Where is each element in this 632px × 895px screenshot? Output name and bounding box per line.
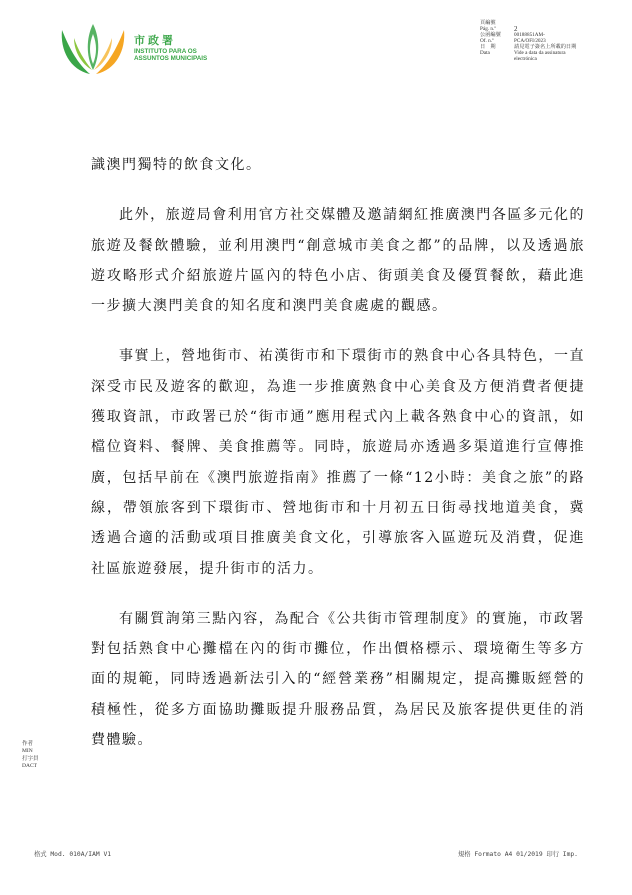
- meta-label: 日 期: [480, 44, 496, 50]
- meta-value: PCA/OFI/2023: [514, 38, 546, 44]
- meta-value: 00188851AM-: [514, 32, 545, 38]
- meta-row: [480, 56, 604, 62]
- meta-value: Vide a data da assinatura: [514, 50, 566, 56]
- footer-format: 格式 Mod. 010A/IAM V1: [34, 851, 112, 858]
- meta-label: Data: [480, 50, 490, 56]
- meta-label: Pág. n.º: [480, 26, 496, 32]
- iam-logo: [56, 20, 256, 80]
- logo-chinese-name: 市政署: [134, 35, 176, 47]
- author-label: 作者: [22, 741, 34, 747]
- logo-portuguese-line1: INSTITUTO PARA OS: [134, 48, 197, 55]
- author-code: MIN: [22, 748, 33, 755]
- typist-label: 打字員: [22, 755, 39, 762]
- letter-body: [91, 150, 585, 775]
- page-number: 2: [514, 25, 518, 33]
- paragraph: 此外，旅遊局會利用官方社交媒體及邀請網紅推廣澳門各區多元化的旅遊及餐飲體驗，並利用澳門“創意城市美食之都”的品牌，以及透過旅遊攻略形式介紹旅遊片區內的特色小店、街頭美食及優質餐飲，藉此進一步擴大澳門美食的知名度和澳門美食處處的觀感。: [91, 207, 585, 315]
- logo-portuguese-line2: ASSUNTOS MUNICIPAIS: [134, 55, 208, 62]
- meta-label: 頁編號: [480, 20, 496, 26]
- meta-value: 請見電子簽名上所載的日期: [514, 44, 577, 50]
- meta-label: 公函編號: [480, 32, 501, 38]
- lotus-emblem-icon: [56, 20, 130, 76]
- footer-spec: 規格 Formato A4 01/2019 印行 Imp.: [458, 851, 578, 858]
- paragraph: 識澳門獨特的飲食文化。: [91, 157, 262, 173]
- paragraph: 事實上，營地街市、祐漢街市和下環街市的熟食中心各具特色，一直深受市民及遊客的歡迎，為進一步推廣熟食中心美食及方便消費者便捷獲取資訊，市政署已於“街市通”應用程式內上載各熟食中心的資訊，如檔位資料、餐牌、美食推薦等。同時，旅遊局亦透過多渠道進行宣傳推廣，包括早前在《澳門旅遊指南》推薦了一條“12小時：美食之旅”的路線，帶領旅客到下環街市、營地街市和十月初五日街尋找地道美食，冀透過合適的活動或項目推廣美食文化，引導旅客入區遊玩及消費，促進社區旅遊發展，提升街市的活力。: [91, 348, 585, 577]
- logo-text: [134, 32, 207, 62]
- typist-code: DACT: [22, 762, 37, 769]
- meta-value: electrónica: [514, 56, 537, 62]
- paragraph: 有關質詢第三點內容，為配合《公共街市管理制度》的實施，市政署對包括熟食中心攤檔在內的街市攤位，作出價格標示、環境衛生等多方面的規範，同時透過新法引入的“經營業務”相關規定，提高攤販經營的積極性，從多方面協助攤販提升服務品質，為居民及旅客提供更佳的消費體驗。: [91, 610, 585, 749]
- meta-label: [480, 56, 514, 62]
- author-block: [22, 741, 39, 770]
- meta-label: Of. n.º: [480, 38, 494, 44]
- document-meta: [480, 20, 604, 62]
